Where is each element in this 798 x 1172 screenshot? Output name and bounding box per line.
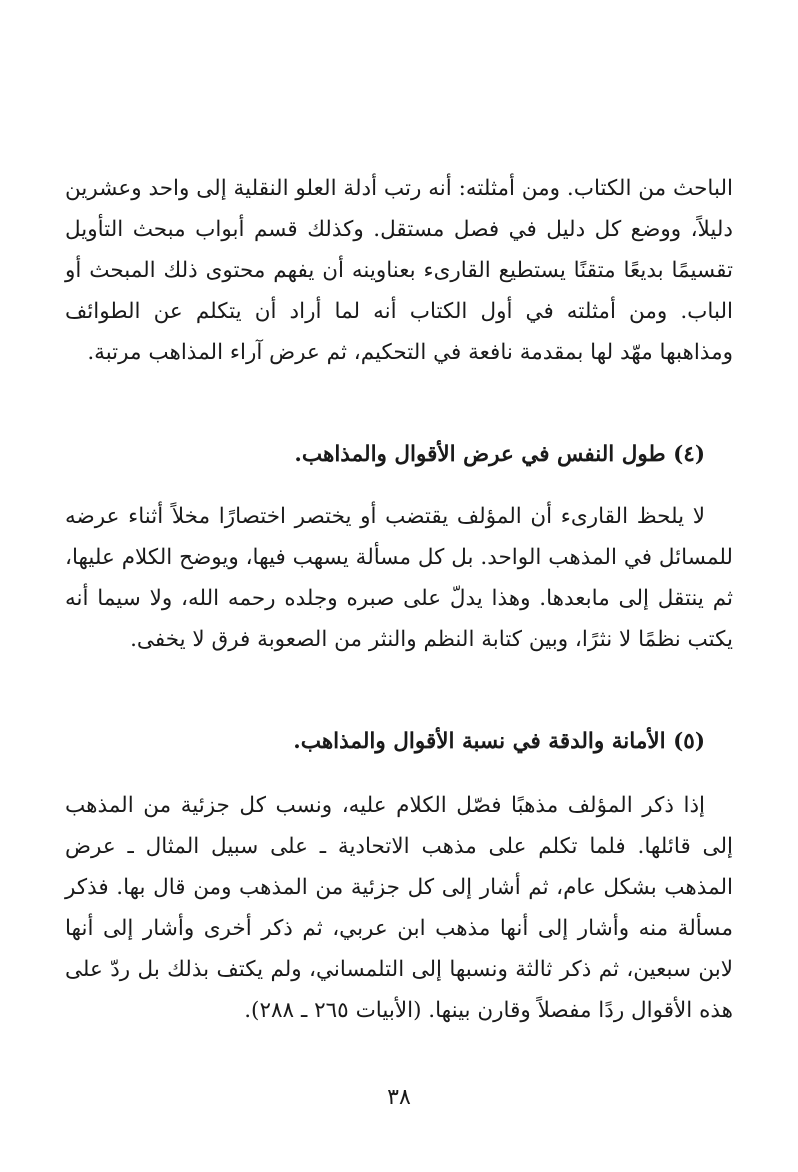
heading-5 <box>65 721 733 762</box>
heading-4 <box>65 434 733 475</box>
section-heading-5: (٥) الأمانة والدقة في نسبة الأقوال والمذاهب. <box>293 729 705 754</box>
page-number: ٣٨ <box>387 1085 411 1110</box>
paragraph-intro: الباحث من الكتاب. ومن أمثلته: أنه رتب أدلة العلو النقلية إلى واحد وعشرين دليلاً، ووضع كل دليل في فصل مستقل. وكذلك قسم أبواب مبحث التأويل تقسيمًا بديعًا متقنًا يستطيع القارىء بعناوينه أن يفهم محتوى ذلك المبحث أو الباب. ومن أمثلته في أول الكتاب أنه لما أراد أن يتكلم عن الطوائف ومذاهبها مهّد لها بمقدمة نافعة في التحكيم، ثم عرض آراء المذاهب مرتبة. <box>65 176 733 365</box>
section-intro <box>65 168 733 373</box>
paragraph-section-5: إذا ذكر المؤلف مذهبًا فصّل الكلام عليه، ونسب كل جزئية من المذهب إلى قائلها. فلما تكلم على مذهب الاتحادية ـ على سبيل المثال ـ عرض المذهب بشكل عام، ثم أشار إلى كل جزئية من المذهب ومن قال بها. فذكر مسألة منه وأشار إلى أنها مذهب ابن عربي، ثم ذكر أخرى وأشار إلى أنها لابن سبعين، ثم ذكر ثالثة ونسبها إلى التلمساني، ولم يكتف بذلك بل ردّ على هذه الأقوال ردًا مفصلاً وقارن بينها. (الأبيات ٢٦٥ ـ ٢٨٨). <box>65 793 733 1023</box>
paragraph-section-4: لا يلحظ القارىء أن المؤلف يقتضب أو يختصر اختصارًا مخلاً أثناء عرضه للمسائل في المذهب الواحد. بل كل مسألة يسهب فيها، ويوضح الكلام عليها، ثم ينتقل إلى مابعدها. وهذا يدلّ على صبره وجلده رحمه الله، ولا سيما أنه يكتب نظمًا لا نثرًا، وبين كتابة النظم والنثر من الصعوبة فرق لا يخفى. <box>65 504 733 652</box>
section-heading-4: (٤) طول النفس في عرض الأقوال والمذاهب. <box>294 442 705 467</box>
section-5 <box>65 785 733 1031</box>
section-4 <box>65 496 733 660</box>
